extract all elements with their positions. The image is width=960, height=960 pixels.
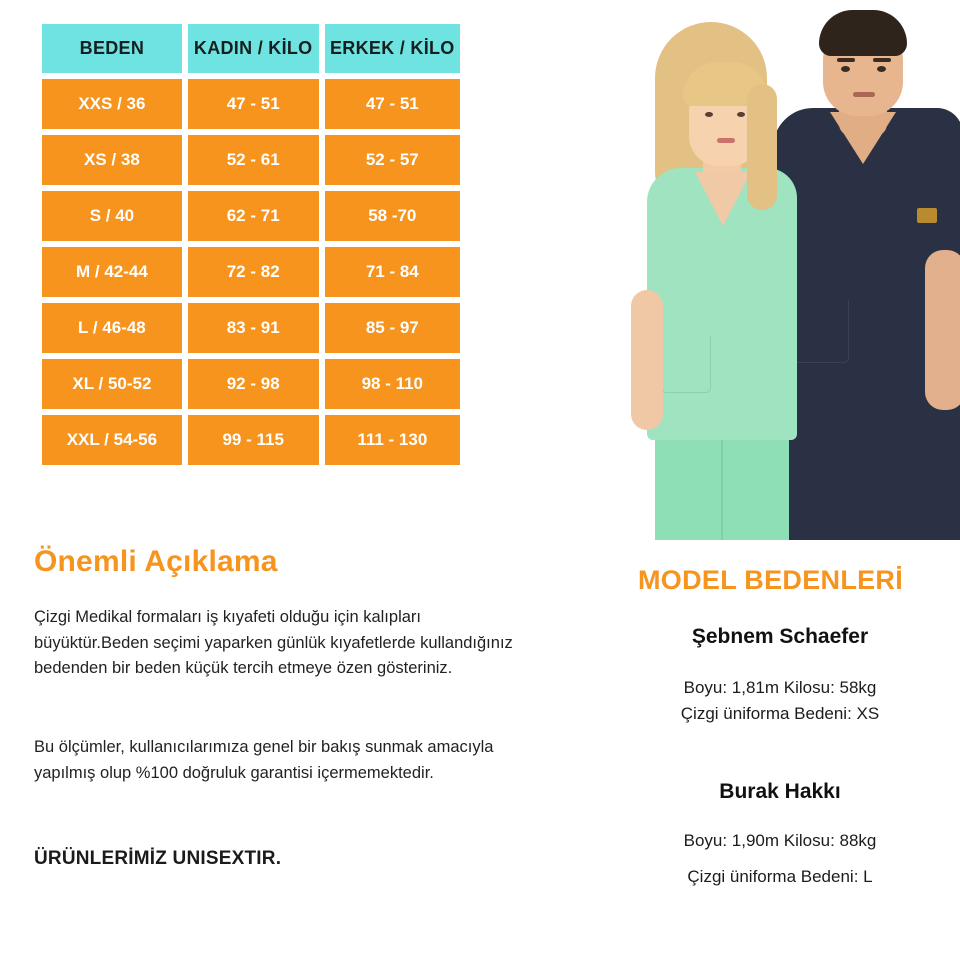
- notice-paragraph-2: Bu ölçümler, kullanıcılarımıza genel bir bakış sunmak amacıyla yapılmış olup %100 doğruluk garantisi içermemektedir.: [34, 738, 494, 782]
- cell-women-weight: 52 - 61: [188, 135, 319, 185]
- size-chart-table: [36, 18, 466, 471]
- cell-size: L / 46-48: [42, 303, 182, 353]
- table-row: [42, 135, 460, 185]
- model-2-uniform-size: Çizgi üniforma Bedeni: L: [687, 867, 873, 886]
- male-chest-pocket: [793, 300, 849, 363]
- table-row: [42, 303, 460, 353]
- model-1-height-weight: Boyu: 1,81m Kilosu: 58kg: [683, 678, 877, 697]
- male-eyebrow-right: [873, 58, 891, 62]
- model-1-uniform-size: Çizgi üniforma Bedeni: XS: [680, 704, 880, 723]
- cell-size: XS / 38: [42, 135, 182, 185]
- model-name-2: Burak Hakkı: [719, 780, 841, 803]
- male-eyebrow-left: [837, 58, 855, 62]
- cell-size: XL / 50-52: [42, 359, 182, 409]
- table-row: [42, 415, 460, 465]
- male-mouth: [853, 92, 875, 97]
- cell-men-weight: 71 - 84: [325, 247, 460, 297]
- important-notice-heading: Önemli Açıklama: [34, 545, 278, 578]
- column-header-kadin-kilo: KADIN / KİLO: [188, 24, 319, 73]
- cell-size: M / 42-44: [42, 247, 182, 297]
- table-row: [42, 359, 460, 409]
- column-header-erkek-kilo: ERKEK / KİLO: [325, 24, 460, 73]
- female-chest-pocket: [661, 336, 711, 393]
- table-header-row: [42, 24, 460, 73]
- female-mouth: [717, 138, 735, 143]
- cell-size: XXL / 54-56: [42, 415, 182, 465]
- cell-men-weight: 85 - 97: [325, 303, 460, 353]
- column-header-beden: BEDEN: [42, 24, 182, 73]
- cell-women-weight: 62 - 71: [188, 191, 319, 241]
- male-eye-left: [841, 66, 850, 72]
- model-2-height-weight: Boyu: 1,90m Kilosu: 88kg: [683, 831, 877, 850]
- table-row: [42, 79, 460, 129]
- table-row: [42, 247, 460, 297]
- unisex-note: ÜRÜNLERİMİZ UNISEXTIR.: [34, 848, 282, 869]
- cell-men-weight: 111 - 130: [325, 415, 460, 465]
- cell-women-weight: 83 - 91: [188, 303, 319, 353]
- cell-men-weight: 58 -70: [325, 191, 460, 241]
- cell-size: XXS / 36: [42, 79, 182, 129]
- notice-paragraph-1: Çizgi Medikal formaları iş kıyafeti olduğu için kalıpları büyüktür.Beden seçimi yaparken günlük kıyafetlerde kullandığınız bedenden bir beden küçük tercih etmeye özen gösteriniz.: [34, 608, 513, 678]
- female-eye-right: [737, 112, 745, 117]
- models-photo: [625, 0, 960, 540]
- cell-women-weight: 47 - 51: [188, 79, 319, 129]
- female-pants-seam: [721, 440, 723, 540]
- male-hair: [819, 10, 907, 56]
- cell-men-weight: 47 - 51: [325, 79, 460, 129]
- male-sleeve-badge: [917, 208, 937, 223]
- male-eye-right: [877, 66, 886, 72]
- female-arm: [631, 290, 663, 430]
- cell-men-weight: 98 - 110: [325, 359, 460, 409]
- model-name-1: Şebnem Schaefer: [691, 625, 869, 648]
- cell-women-weight: 99 - 115: [188, 415, 319, 465]
- table-row: [42, 191, 460, 241]
- female-eye-left: [705, 112, 713, 117]
- right-column: [600, 0, 960, 960]
- cell-size: S / 40: [42, 191, 182, 241]
- model-sizes-heading: MODEL BEDENLERİ: [638, 565, 904, 595]
- cell-women-weight: 92 - 98: [188, 359, 319, 409]
- female-hair-side: [747, 84, 777, 210]
- cell-men-weight: 52 - 57: [325, 135, 460, 185]
- cell-women-weight: 72 - 82: [188, 247, 319, 297]
- male-arm: [925, 250, 960, 410]
